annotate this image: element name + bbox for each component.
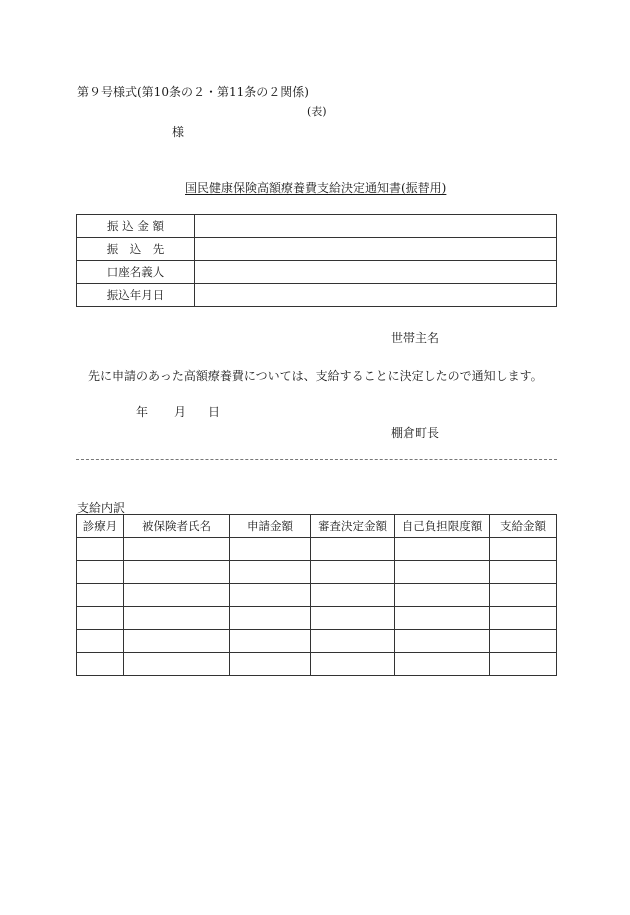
transfer-amount-row <box>77 215 557 238</box>
transfer-date-label: 振込年月日 <box>77 284 195 307</box>
table-row <box>77 630 557 653</box>
table-cell[interactable] <box>490 561 557 584</box>
table-cell[interactable] <box>77 607 124 630</box>
table-row <box>77 607 557 630</box>
addressee-honorific: 様 <box>172 125 185 139</box>
table-cell[interactable] <box>395 538 490 561</box>
breakdown-header-row <box>77 515 557 538</box>
table-cell[interactable] <box>124 538 230 561</box>
table-cell[interactable] <box>311 653 395 676</box>
transfer-destination-value[interactable] <box>195 238 557 261</box>
table-row <box>77 584 557 607</box>
date-day: 日 <box>208 405 221 419</box>
table-cell[interactable] <box>124 584 230 607</box>
table-cell[interactable] <box>230 630 311 653</box>
table-cell[interactable] <box>311 561 395 584</box>
col-copay-limit: 自己負担限度額 <box>395 515 490 538</box>
table-cell[interactable] <box>395 584 490 607</box>
front-side-label: (表) <box>307 105 327 118</box>
transfer-info-table <box>76 214 557 307</box>
table-cell[interactable] <box>395 607 490 630</box>
transfer-date-row <box>77 284 557 307</box>
table-cell[interactable] <box>77 561 124 584</box>
table-cell[interactable] <box>490 584 557 607</box>
table-cell[interactable] <box>490 630 557 653</box>
document-title: 国民健康保険高額療養費支給決定通知書(振替用) <box>185 181 447 195</box>
table-row <box>77 561 557 584</box>
table-cell[interactable] <box>395 561 490 584</box>
col-insured-name: 被保険者氏名 <box>124 515 230 538</box>
table-cell[interactable] <box>490 607 557 630</box>
cut-line-divider <box>76 459 557 460</box>
col-treatment-month: 診療月 <box>77 515 124 538</box>
col-assessed-amount: 審査決定金額 <box>311 515 395 538</box>
transfer-destination-row <box>77 238 557 261</box>
table-row <box>77 653 557 676</box>
table-cell[interactable] <box>124 653 230 676</box>
table-cell[interactable] <box>311 630 395 653</box>
household-head-label: 世帯主名 <box>391 331 440 345</box>
table-cell[interactable] <box>77 538 124 561</box>
date-year: 年 <box>136 405 149 419</box>
table-cell[interactable] <box>395 630 490 653</box>
table-cell[interactable] <box>124 607 230 630</box>
table-cell[interactable] <box>77 653 124 676</box>
issuer-name: 棚倉町長 <box>391 426 440 440</box>
table-cell[interactable] <box>230 561 311 584</box>
table-cell[interactable] <box>124 561 230 584</box>
table-cell[interactable] <box>395 653 490 676</box>
transfer-amount-label: 振 込 金 額 <box>77 215 195 238</box>
col-payment-amount: 支給金額 <box>490 515 557 538</box>
account-holder-row <box>77 261 557 284</box>
transfer-amount-value[interactable] <box>195 215 557 238</box>
form-number: 第９号様式(第10条の２・第11条の２関係) <box>77 85 309 99</box>
table-cell[interactable] <box>490 653 557 676</box>
table-cell[interactable] <box>230 653 311 676</box>
table-cell[interactable] <box>311 607 395 630</box>
table-cell[interactable] <box>230 607 311 630</box>
transfer-date-value[interactable] <box>195 284 557 307</box>
table-cell[interactable] <box>230 584 311 607</box>
account-holder-value[interactable] <box>195 261 557 284</box>
issue-date <box>136 403 220 420</box>
col-claim-amount: 申請金額 <box>230 515 311 538</box>
transfer-destination-label: 振 込 先 <box>77 238 195 261</box>
breakdown-title: 支給内訳 <box>77 501 126 515</box>
table-cell[interactable] <box>311 538 395 561</box>
account-holder-label: 口座名義人 <box>77 261 195 284</box>
table-row <box>77 538 557 561</box>
notice-text: 先に申請のあった高額療養費については、支給することに決定したので通知します。 <box>88 369 543 383</box>
table-cell[interactable] <box>77 630 124 653</box>
table-cell[interactable] <box>490 538 557 561</box>
table-cell[interactable] <box>124 630 230 653</box>
breakdown-table <box>76 514 557 676</box>
table-cell[interactable] <box>77 584 124 607</box>
table-cell[interactable] <box>230 538 311 561</box>
date-month: 月 <box>174 405 187 419</box>
table-cell[interactable] <box>311 584 395 607</box>
